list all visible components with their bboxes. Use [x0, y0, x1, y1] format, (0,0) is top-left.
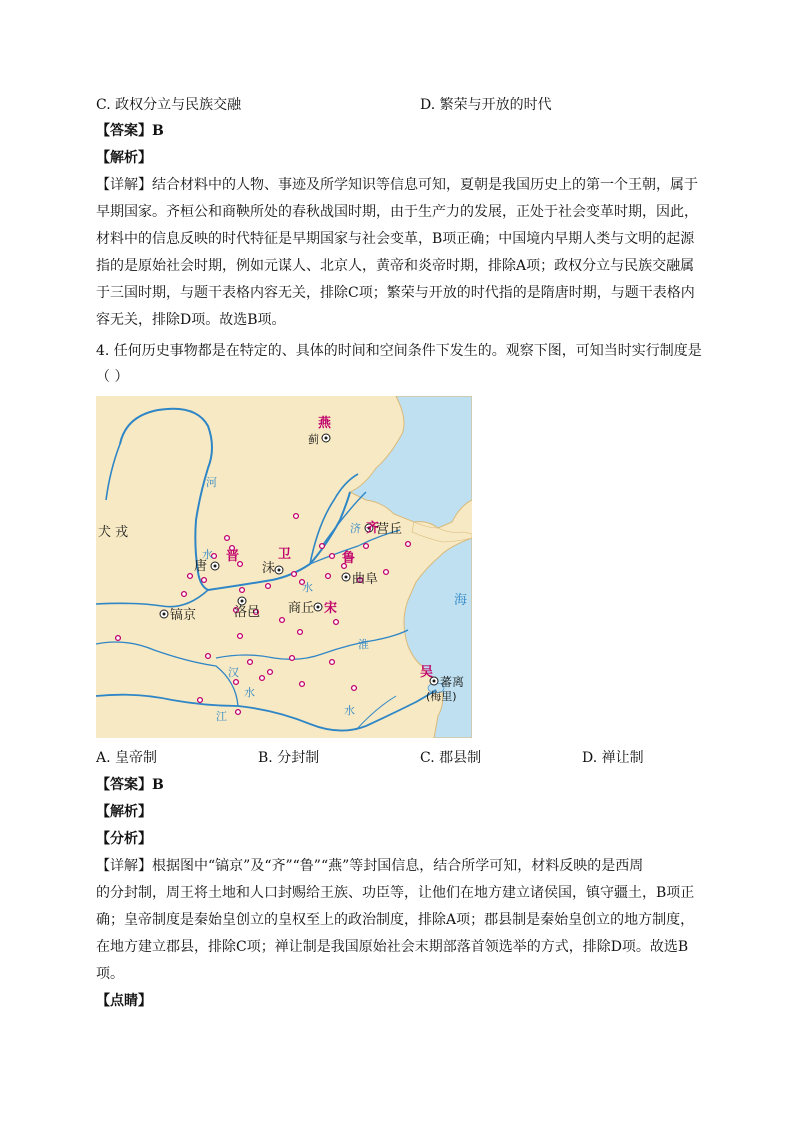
q4-stem: 4. 任何历史事物都是在特定的、具体的时间和空间条件下发生的。观察下图，可知当时实行制度是: [96, 343, 702, 359]
label-song: 宋: [324, 601, 338, 616]
q3-detail-line: 早期国家。齐桓公和商鞅所处的春秋战国时期，由于生产力的发展，正处于社会变革时期，因此，: [96, 204, 698, 220]
western-zhou-map: [96, 396, 472, 738]
q4-option-c: C. 郡县制: [420, 750, 482, 766]
q4-detail-line: 在地方建立郡县，排除C项；禅让制是我国原始社会末期部落首领选举的方式，排除D项。故选B: [96, 939, 689, 955]
label-shui1: 水: [202, 548, 213, 561]
label-yan: 燕: [318, 416, 332, 431]
label-he: 河: [206, 476, 217, 489]
q4-option-b: B. 分封制: [258, 750, 320, 766]
q4-option-a: A. 皇帝制: [96, 750, 158, 766]
q3-answer: 【答案】B: [96, 123, 164, 139]
label-qi: 齐: [366, 521, 380, 536]
q4-detail-line: 确；皇帝制度是秦始皇创立的皇权至上的政治制度，排除A项；郡县制是秦始皇创立的地方制度，: [96, 912, 695, 928]
q3-detail-line: 指的是原始社会时期，例如元谋人、北京人，黄帝和炎帝时期，排除A项；政权分立与民族交融属: [96, 258, 695, 274]
q4-option-d: D. 禅让制: [582, 750, 644, 766]
label-jin: 晋: [226, 549, 240, 564]
label-tang: 唐: [194, 559, 208, 574]
q4-dianjing-heading: 【点睛】: [96, 993, 152, 1009]
label-qufu: 曲阜: [352, 572, 379, 587]
label-ji-river: 济: [350, 522, 361, 535]
q3-analysis-heading: 【解析】: [96, 150, 152, 166]
q4-detail-line: 【详解】根据图中“镐京”及“齐”“鲁”“燕”等封国信息，结合所学可知，材料反映的是西周: [96, 858, 644, 874]
map-svg: [96, 396, 472, 738]
q4-analysis-heading: 【解析】: [96, 804, 152, 820]
q3-option-c: C. 政权分立与民族交融: [96, 97, 242, 113]
label-hai: 海: [454, 593, 468, 608]
q3-detail-line: 【详解】结合材料中的人物、事迹及所学知识等信息可知，夏朝是我国历史上的第一个王朝，属于: [96, 177, 698, 193]
label-han: 汉: [228, 666, 239, 679]
q4-detail-line: 的分封制，周王将土地和人口封赐给王族、功臣等，让他们在地方建立诸侯国，镇守疆土，B项正: [96, 885, 695, 901]
q3-detail-line: 容无关，排除D项。故选B项。: [96, 312, 286, 328]
label-huai: 淮: [358, 638, 369, 651]
label-ji: 蓟: [308, 433, 319, 446]
q4-fenxi-heading: 【分析】: [96, 831, 152, 847]
label-wu: 吴: [420, 665, 434, 680]
label-meili: (梅里): [426, 690, 457, 703]
label-luoyi: 洛邑: [234, 605, 261, 620]
label-shui4: 水: [344, 704, 355, 717]
q3-detail-line: 材料中的信息反映的时代特征是早期国家与社会变革，B项正确；中国境内早期人类与文明的起源: [96, 231, 695, 247]
label-haojing: 镐京: [170, 608, 197, 623]
label-jiang: 江: [216, 710, 227, 723]
q3-option-d: D. 繁荣与开放的时代: [420, 97, 552, 113]
label-wei: 卫: [278, 547, 292, 562]
label-yingqiu: 营丘: [376, 522, 403, 537]
q3-detail-line: 于三国时期，与题干表格内容无关，排除C项；繁荣与开放的时代指的是隋唐时期，与题干表格内: [96, 285, 695, 301]
label-mo: 沬: [262, 561, 276, 576]
q4-stem-blank: （ ）: [96, 369, 129, 385]
label-fanli: 蕃离: [440, 675, 465, 689]
label-quanrong: 犬 戎: [98, 525, 129, 540]
label-lu: 鲁: [342, 551, 356, 566]
q4-answer: 【答案】B: [96, 777, 164, 793]
label-shangqiu: 商丘: [288, 601, 315, 616]
label-shui2: 水: [302, 581, 313, 594]
label-shui3: 水: [244, 686, 255, 699]
q4-detail-line: 项。: [96, 966, 124, 982]
